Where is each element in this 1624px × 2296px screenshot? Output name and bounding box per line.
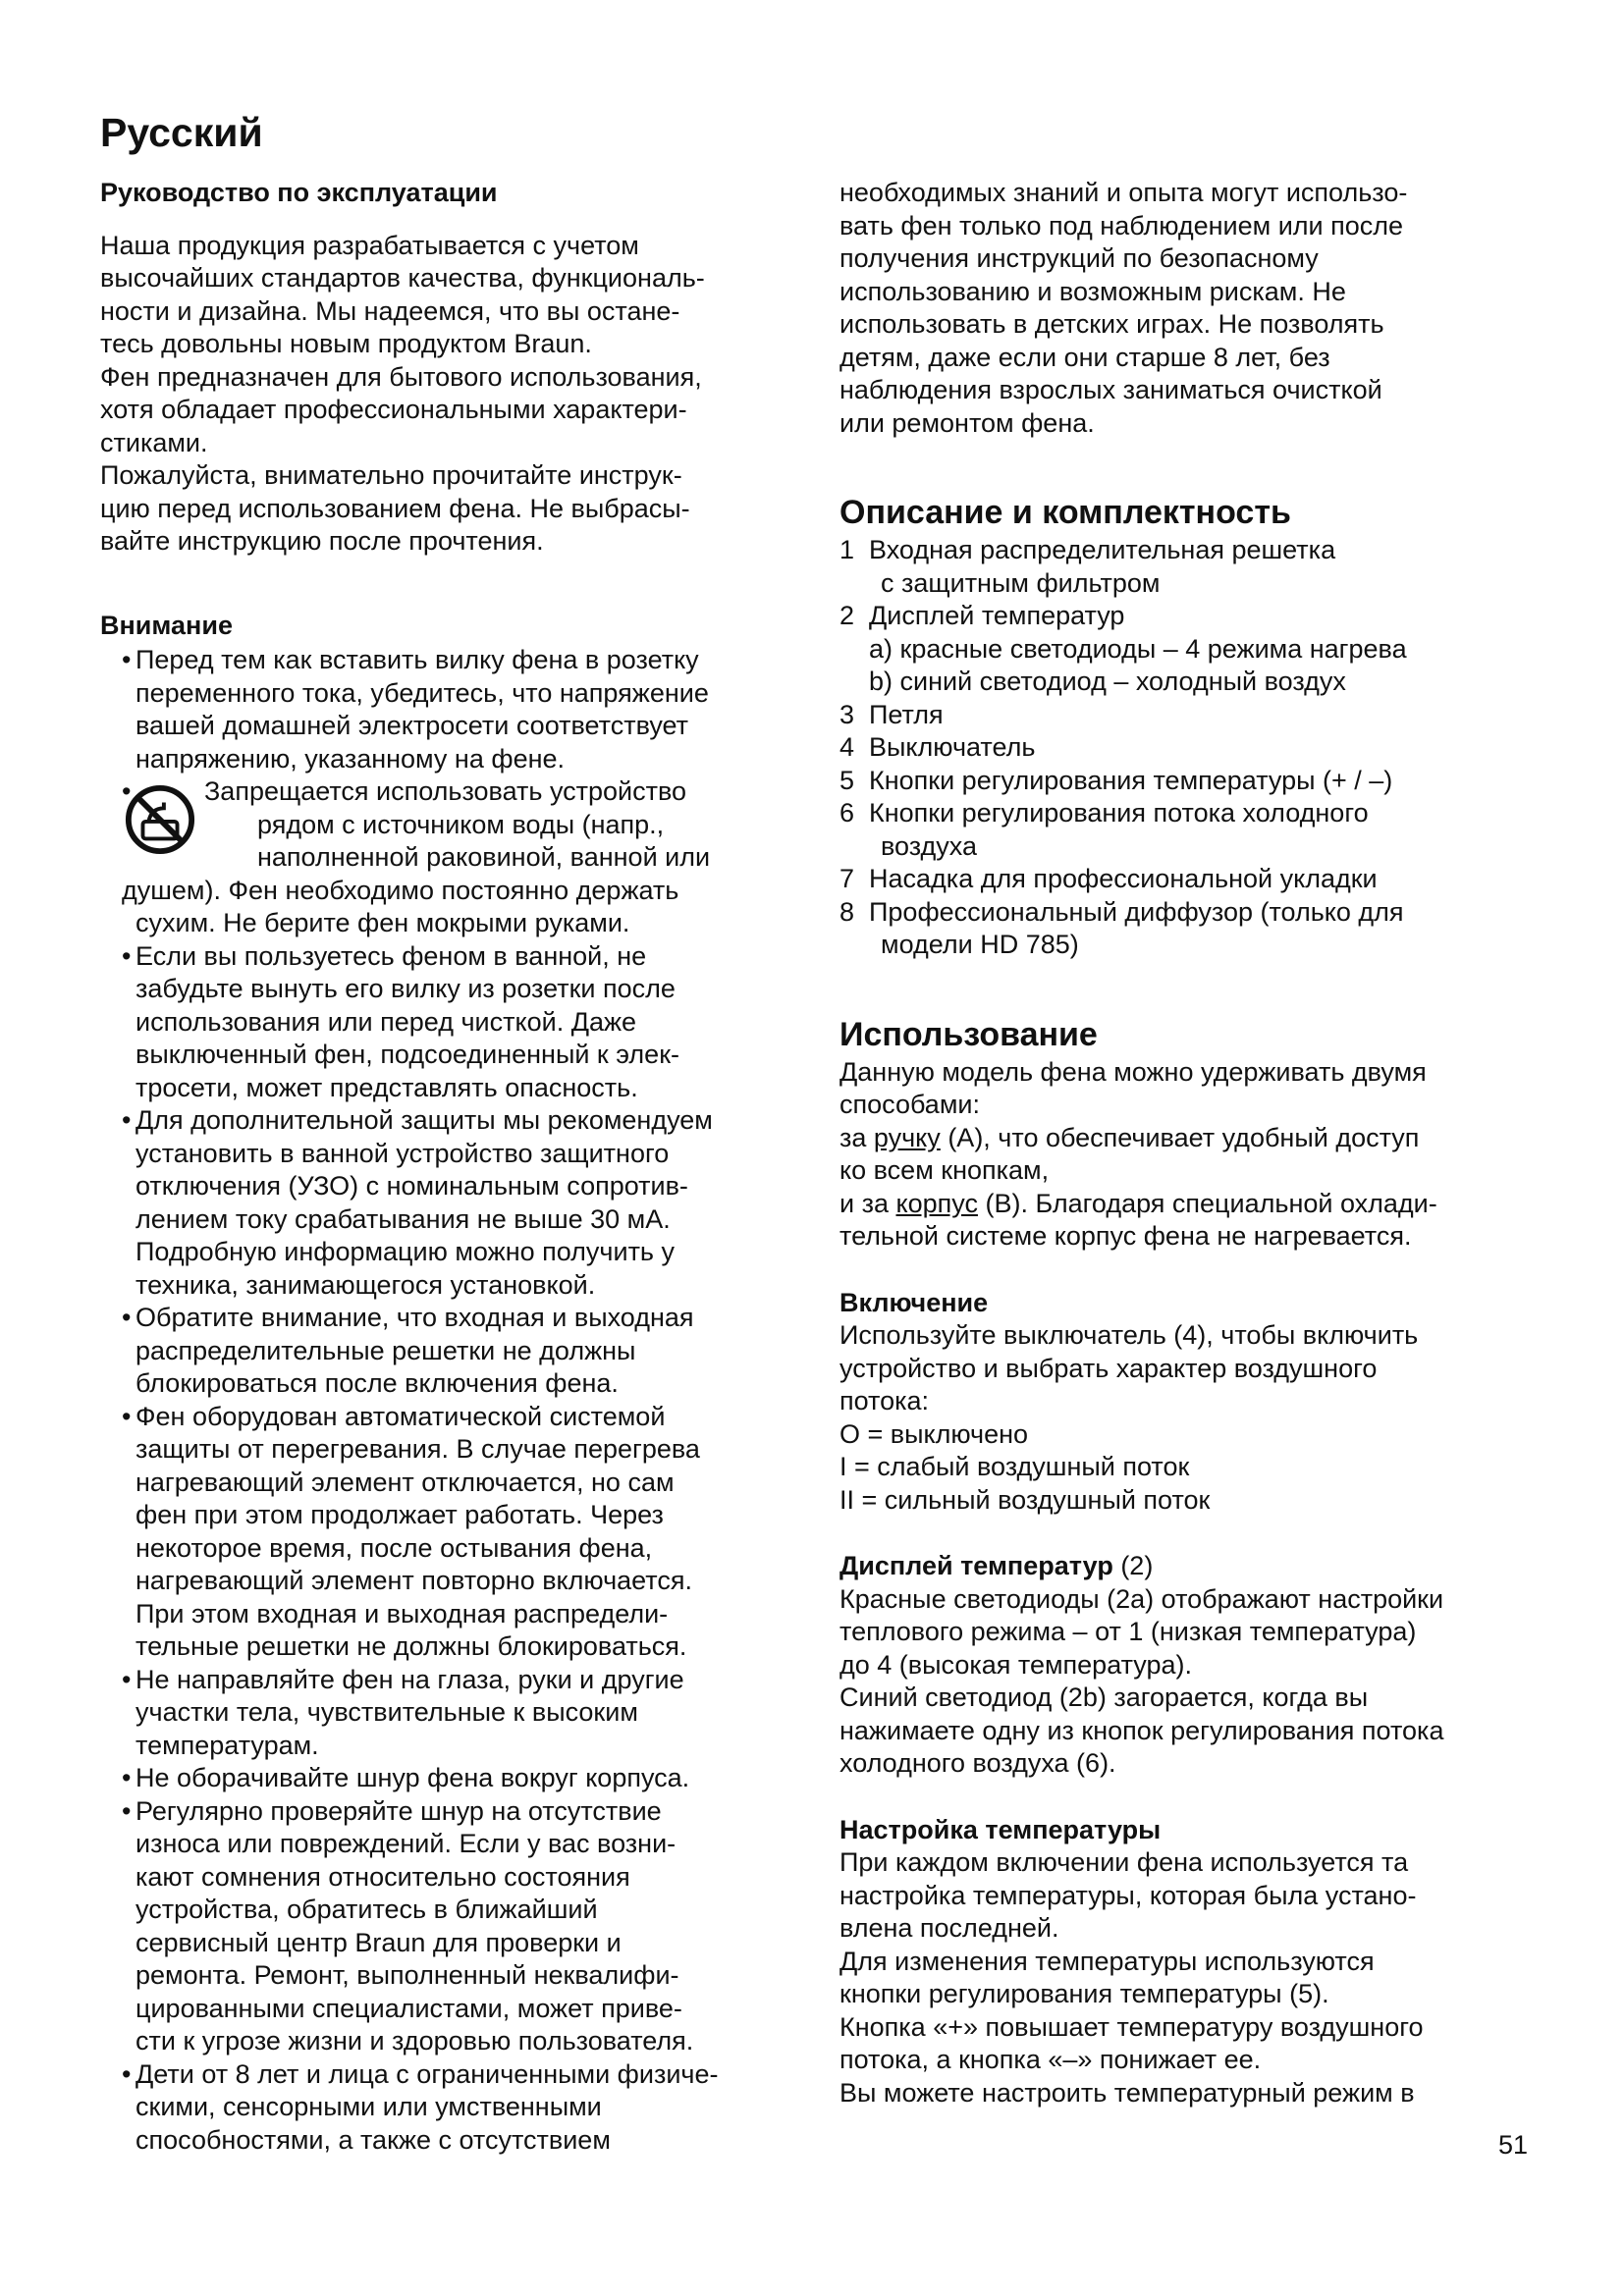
page-title: Русский (100, 110, 263, 155)
list-item: 2 Дисплей температур (839, 601, 1125, 630)
handle-term: ручку (873, 1122, 941, 1152)
list-item: 3 Петля (839, 699, 944, 729)
switch-on-paragraph: Используйте выключатель (4), чтобы включить устройство и выбрать характер воздушного потока: O = выключено I = слабый воздушный поток II = сильный воздушный поток (839, 1320, 1419, 1515)
list-item: 4 Выключатель (839, 732, 1036, 762)
list-item: • Не направляйте фен на глаза, руки и другие участки тела, чувствительные к высоким температурам. (122, 1664, 778, 1763)
right-column (839, 177, 1537, 2109)
usage-heading: Использование (839, 1015, 1098, 1053)
parts-list (839, 534, 1537, 962)
body-term: корпус (895, 1188, 978, 1218)
description-heading: Описание и комплектность (839, 494, 1291, 531)
list-item: b) синий светодиод – холодный воздух (869, 667, 1346, 696)
no-water-warning-icon (122, 783, 198, 856)
temperature-paragraph: При каждом включении фена используется та настройка температуры, которая была устано- влена последней. Для изменения температуры используются кнопки регулирования температуры (5). Кнопка «+» повышает температуру воздушного потока, а кнопка «–» понижает ее. Вы можете настроить температурный режим в (839, 1847, 1424, 2108)
intro-paragraph: Наша продукция разрабатывается с учетом высочайших стандартов качества, функциональ- ности и дизайна. Мы надеемся, что вы остане- тесь довольны новым продуктом Braun. Фен предназначен для бытового использования, хотя обладает профессиональными характери- стиками. Пожалуйста, внимательно прочитайте инструк- цию перед использованием фена. Не выбрасы- вайте инструкцию после прочтения. (100, 230, 705, 556)
list-item: 6 Кнопки регулирования потока холодного (839, 798, 1369, 828)
display-paragraph: Красные светодиоды (2a) отображают настройки теплового режима – от 1 (низкая температура) до 4 (высокая температура). Синий светодиод (2b) загорается, когда вы нажимаете одну из кнопок регулирования потока холодного воздуха (6). (839, 1583, 1444, 1778)
continued-paragraph: необходимых знаний и опыта могут использо- вать фен только под наблюдением или после получения инструкций по безопасному использованию и возможным рискам. Не использовать в детских играх. Не позволять детям, даже если они старше 8 лет, без наблюдения взрослых заниматься очисткой или ремонтом фена. (839, 178, 1408, 438)
list-item: 1 Входная распределительная решетка (839, 535, 1336, 564)
switch-on-heading: Включение (839, 1287, 989, 1317)
manual-heading: Руководство по эксплуатации (100, 178, 498, 207)
usage-paragraph: Данную модель фена можно удерживать двумя способами: за ручку (A), что обеспечивает удобный доступ ко всем кнопкам, и за корпус (B). Благодаря специальной охлади- тельной системе корпус фена не нагревается. (839, 1056, 1437, 1251)
list-item: • Запрещается использовать устройство рядом с источником воды (напр., наполненной раковиной, ванной или душем). Фен необходимо постоянно держать сухим. Не берите фен мокрыми руками. (122, 775, 778, 940)
list-item: 5 Кнопки регулирования температуры (+ / –) (839, 765, 1393, 795)
list-item: • Не оборачивайте шнур фена вокруг корпуса. (122, 1762, 778, 1795)
warning-heading: Внимание (100, 610, 233, 640)
list-item: 8 Профессиональный диффузор (только для (839, 896, 1404, 927)
list-item: • Фен оборудован автоматической системой защиты от перегревания. В случае перегрева нагревающий элемент отключается, но сам фен при этом продолжает работать. Через некоторое время, после остывания фена, нагревающий элемент повторно включается. При этом входная и выходная распредели- тельные решетки не должны блокироваться. (122, 1401, 778, 1664)
warning-list (122, 644, 778, 2157)
list-item: 7 Насадка для профессиональной укладки (839, 864, 1378, 893)
list-item: • Перед тем как вставить вилку фена в розетку переменного тока, убедитесь, что напряжение вашей домашней электросети соответствует напряжению, указанному на фене. (122, 644, 778, 775)
list-item: • Обратите внимание, что входная и выходная распределительные решетки не должны блокироваться после включения фена. (122, 1302, 778, 1401)
list-item: модели HD 785) (881, 930, 1079, 959)
list-item: с защитным фильтром (881, 567, 1161, 598)
left-column (100, 177, 778, 2157)
temperature-heading: Настройка температуры (839, 1814, 1162, 1844)
list-item: a) красные светодиоды – 4 режима нагрева (869, 633, 1407, 664)
list-item: воздуха (881, 830, 978, 861)
list-item: • Дети от 8 лет и лица с ограниченными физиче- скими, сенсорными или умственными способностями, а также с отсутствием (122, 2058, 778, 2158)
page-number: 51 (1497, 2130, 1528, 2160)
list-item: • Для дополнительной защиты мы рекомендуем установить в ванной устройство защитного отключения (УЗО) с номинальным сопротив- лением току срабатывания не выше 30 мА. Подробную информацию можно получить у техника, занимающегося установкой. (122, 1104, 778, 1302)
list-item: • Если вы пользуетесь феном в ванной, не забудьте вынуть его вилку из розетки после использования или перед чисткой. Даже выключенный фен, подсоединенный к элек- тросети, может представлять опасность. (122, 940, 778, 1105)
display-heading: Дисплей температур (2) (839, 1551, 1154, 1580)
list-item: • Регулярно проверяйте шнур на отсутствие износа или повреждений. Если у вас возни- кают сомнения относительно состояния устройства, обратитесь в ближайший сервисный центр Braun для проверки и ремонта. Ремонт, выполненный неквалифи- цированными специалистами, может приве- сти к угрозе жизни и здоровью пользователя. (122, 1795, 778, 2058)
